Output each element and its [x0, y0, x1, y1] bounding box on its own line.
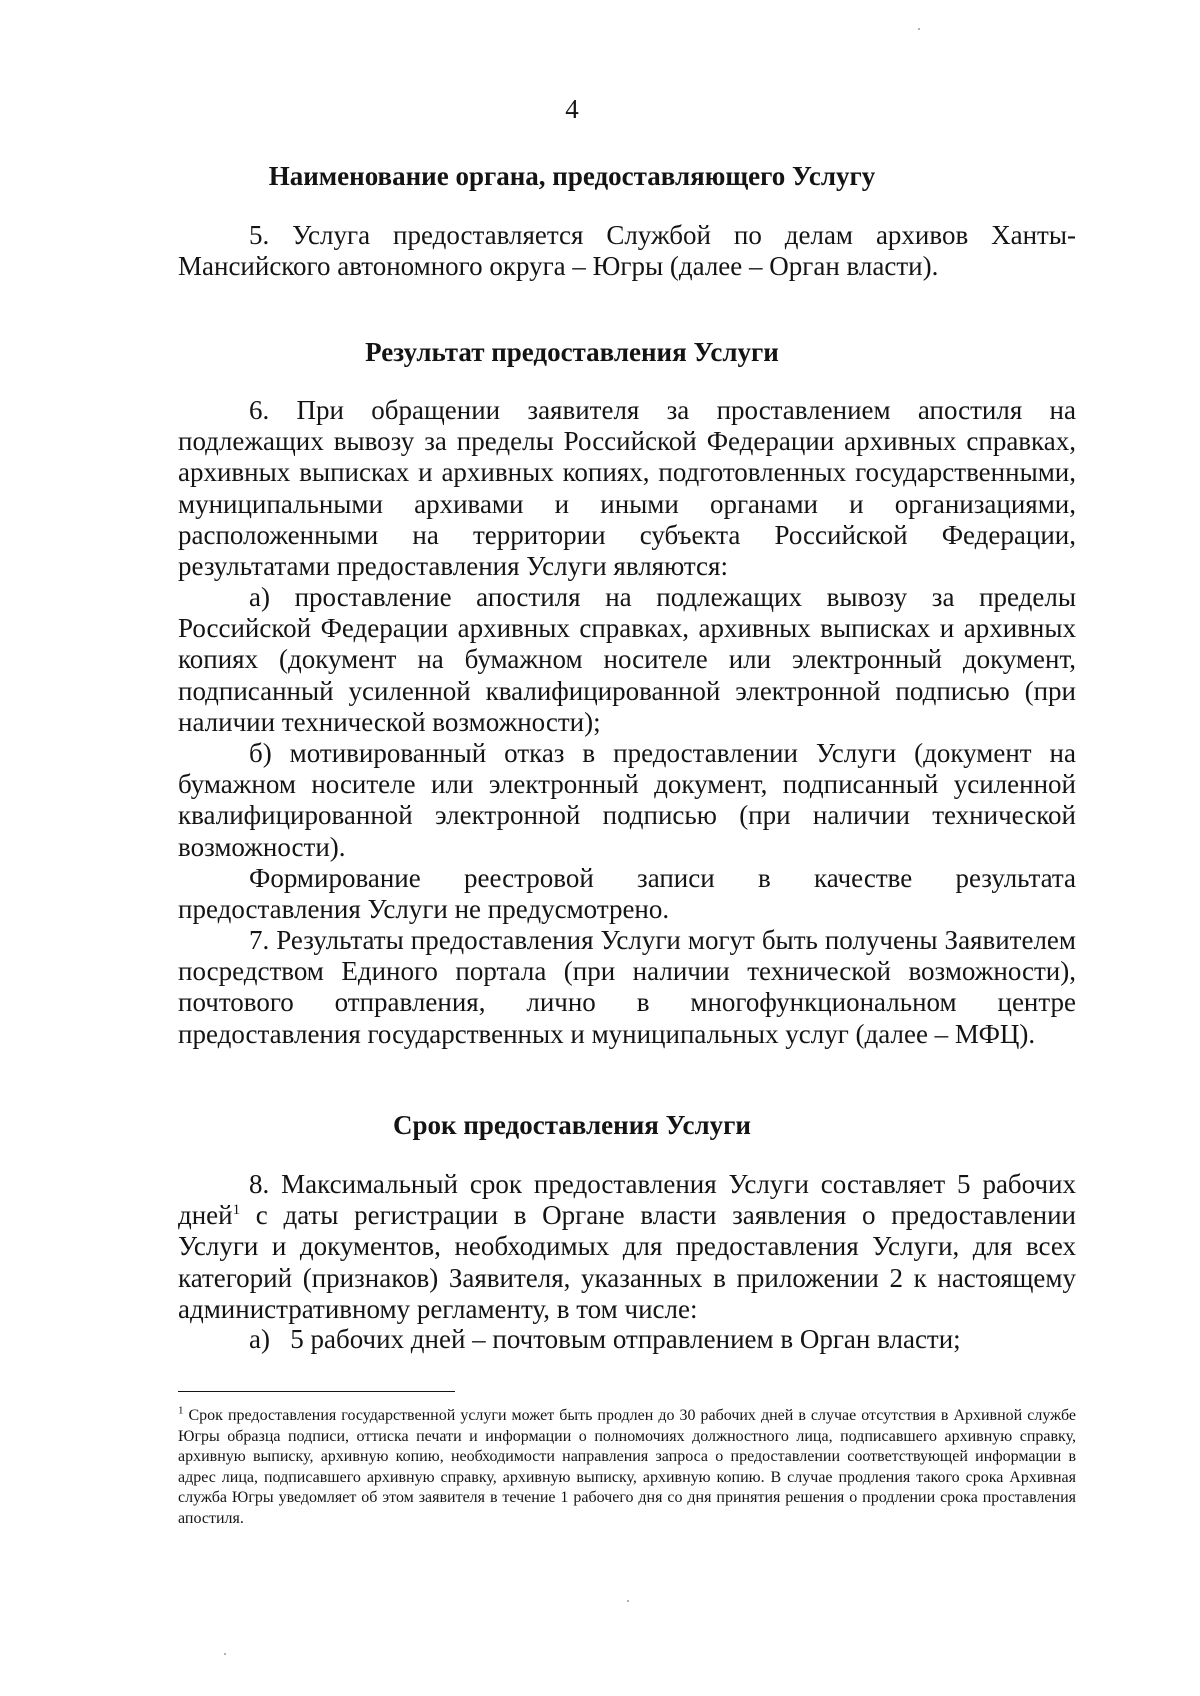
paragraph-8a: а) 5 рабочих дней – почтовым отправлением в Орган власти;	[249, 1324, 961, 1354]
footnote-text: Срок предоставления государственной услуги может быть продлен до 30 рабочих дней в случае отсутствия в Архивной службе Югры образца подписи, оттиска печати и информации о полномочиях должностного лица, подписавшего архивную справку, архивную выписку, архивную копию, необходимости направления запроса о предоставлении соответствующей информации в адрес лица, подписавшего архивную справку, архивную выписку, архивную копию. В случае продления такого срока Архивная служба Югры уведомляет об этом заявителя в течение 1 рабочего дня со дня принятия решения о продлении срока проставления апостиля.	[178, 1407, 1076, 1527]
footnote-mark: 1	[178, 1404, 184, 1417]
paragraph-6b: б) мотивированный отказ в предоставлении Услуги (документ на бумажном носителе или электронный документ, подписанный усиленной квалифицированной электронной подписью (при наличии технической возможности).	[178, 738, 1076, 862]
footnote	[178, 1406, 1076, 1529]
page-number: 4	[565, 94, 579, 124]
section-heading-term: Срок предоставления Услуги	[393, 1110, 751, 1140]
paragraph-6a: а) проставление апостиля на подлежащих вывозу за пределы Российской Федерации архивных справках, архивных выписках и архивных копиях (документ на бумажном носителе или электронный документ, подписанный усиленной квалифицированной электронной подписью (при наличии технической возможности);	[178, 582, 1076, 737]
section-heading-result: Результат предоставления Услуги	[365, 337, 779, 367]
footnote-reference[interactable]: 1	[232, 1202, 241, 1219]
scan-speck	[627, 1600, 629, 1602]
paragraph-6: 6. При обращении заявителя за проставлением апостиля на подлежащих вывозу за пределы Российской Федерации архивных справках, архивных выписках и архивных копиях, подготовленных государственными, муниципальными архивами и иными органами и организациями, расположенными на территории субъекта Российской Федерации, результатами предоставления Услуги являются:	[178, 395, 1076, 582]
paragraph-7: 7. Результаты предоставления Услуги могут быть получены Заявителем посредством Единого портала (при наличии технической возможности), почтового отправления, лично в многофункциональном центре предоставления государственных и муниципальных услуг (далее – МФЦ).	[178, 925, 1076, 1049]
paragraph-8-text-after: с даты регистрации в Органе власти заявления о предоставлении Услуги и документов, необходимых для предоставления Услуги, для всех категорий (признаков) Заявителя, указанных в приложении 2 к настоящему административному регламенту, в том числе:	[178, 1200, 1076, 1324]
paragraph-8-text-before: 8. Максимальный срок предоставления Услуги составляет 5 рабочих дней	[178, 1169, 1076, 1231]
paragraph-8	[178, 1169, 1076, 1325]
paragraph-5: 5. Услуга предоставляется Службой по делам архивов Ханты-Мансийского автономного округа – Югры (далее – Орган власти).	[178, 220, 1076, 282]
paragraph-6c: Формирование реестровой записи в качестве результата предоставления Услуги не предусмотрено.	[178, 863, 1076, 925]
scan-speck	[224, 1653, 226, 1655]
footnote-separator	[178, 1391, 455, 1392]
section-heading-organ: Наименование органа, предоставляющего Услугу	[268, 161, 876, 191]
scan-speck	[918, 28, 920, 30]
